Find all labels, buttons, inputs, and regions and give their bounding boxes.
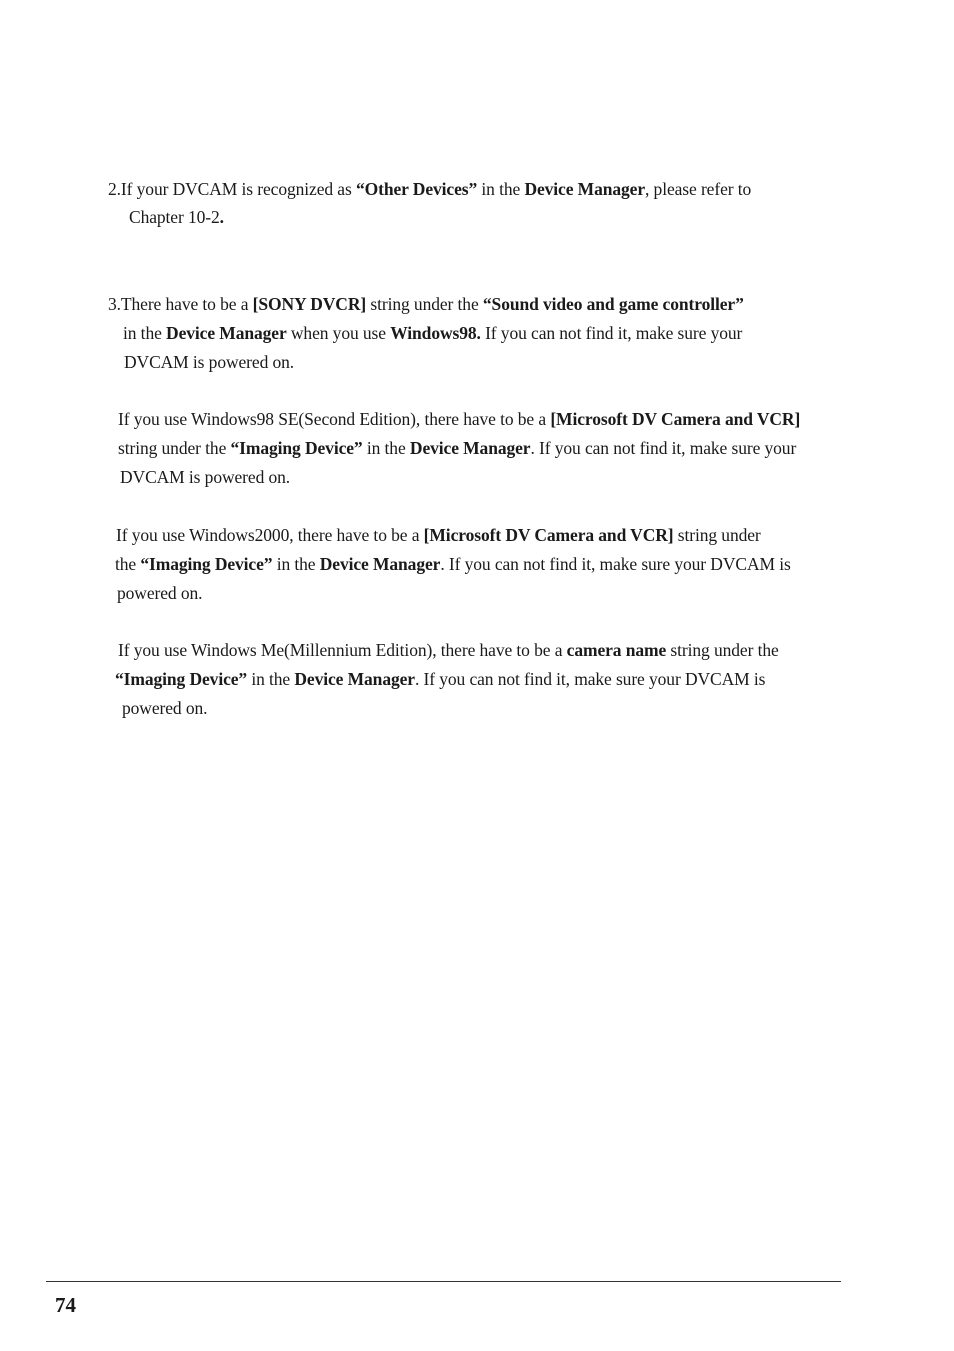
text-run: in the [123,323,167,343]
text-run: in the [362,438,410,458]
bold-run: “Imaging Device” [140,554,273,574]
text-run: the [115,554,141,574]
text-run: . If you can not find it, make sure your DVCAM is [440,554,791,574]
bold-run: Device Manager [524,179,645,199]
paragraph-line [122,697,207,719]
text-run: string under the [118,438,231,458]
bold-run: Device Manager [319,554,441,574]
paragraph-line [108,293,744,315]
text-run: DVCAM is powered on. [120,467,291,487]
paragraph-line [108,178,751,200]
text-run: . If you can not find it, make sure your DVCAM is [414,669,766,689]
text-run: DVCAM is powered on. [124,352,295,372]
bold-run: [Microsoft DV Camera and VCR] [423,525,674,545]
bold-run: . [219,207,224,227]
paragraph-line [116,524,761,546]
text-run: . If you can not find it, make sure your [530,438,797,458]
bold-run: “Imaging Device” [115,669,248,689]
paragraph-line [120,466,290,488]
paragraph-line [115,668,765,690]
text-run: in the [272,554,320,574]
paragraph-line [123,322,742,344]
bold-run: [Microsoft DV Camera and VCR] [550,409,801,429]
bold-run: Device Manager [409,438,531,458]
paragraph-line [129,206,224,228]
text-run: If you use Windows Me(Millennium Edition), there have to be a [118,640,567,660]
bold-run: “Imaging Device” [230,438,363,458]
paragraph-line [115,553,791,575]
text-run: string under [673,525,761,545]
paragraph-line [118,639,779,661]
text-run: in the [247,669,295,689]
text-run: string under the [666,640,779,660]
text-run: Chapter 10-2 [129,207,220,227]
text-run: If you can not find it, make sure your [480,323,743,343]
text-run: 2.If your DVCAM is recognized as [108,179,356,199]
footer-rule [46,1281,841,1282]
paragraph-line [124,351,294,373]
text-run: in the [477,179,525,199]
bold-run: Device Manager [294,669,415,689]
paragraph-line [118,437,796,459]
text-run: If you use Windows98 SE(Second Edition), there have to be a [118,409,551,429]
text-run: powered on. [122,698,208,718]
text-run: 3.There have to be a [108,294,253,314]
bold-run: Windows98. [390,323,481,343]
bold-run: [SONY DVCR] [252,294,367,314]
bold-run: camera name [566,640,667,660]
text-run: If you use Windows2000, there have to be a [116,525,424,545]
text-run: when you use [286,323,391,343]
paragraph-line [118,408,800,430]
text-run: string under the [366,294,483,314]
text-run: , please refer to [645,179,752,199]
bold-run: Device Manager [166,323,287,343]
page-number: 74 [55,1293,76,1317]
text-run: powered on. [117,583,203,603]
bold-run: “Sound video and game controller” [482,294,744,314]
bold-run: “Other Devices” [355,179,478,199]
paragraph-line [117,582,202,604]
